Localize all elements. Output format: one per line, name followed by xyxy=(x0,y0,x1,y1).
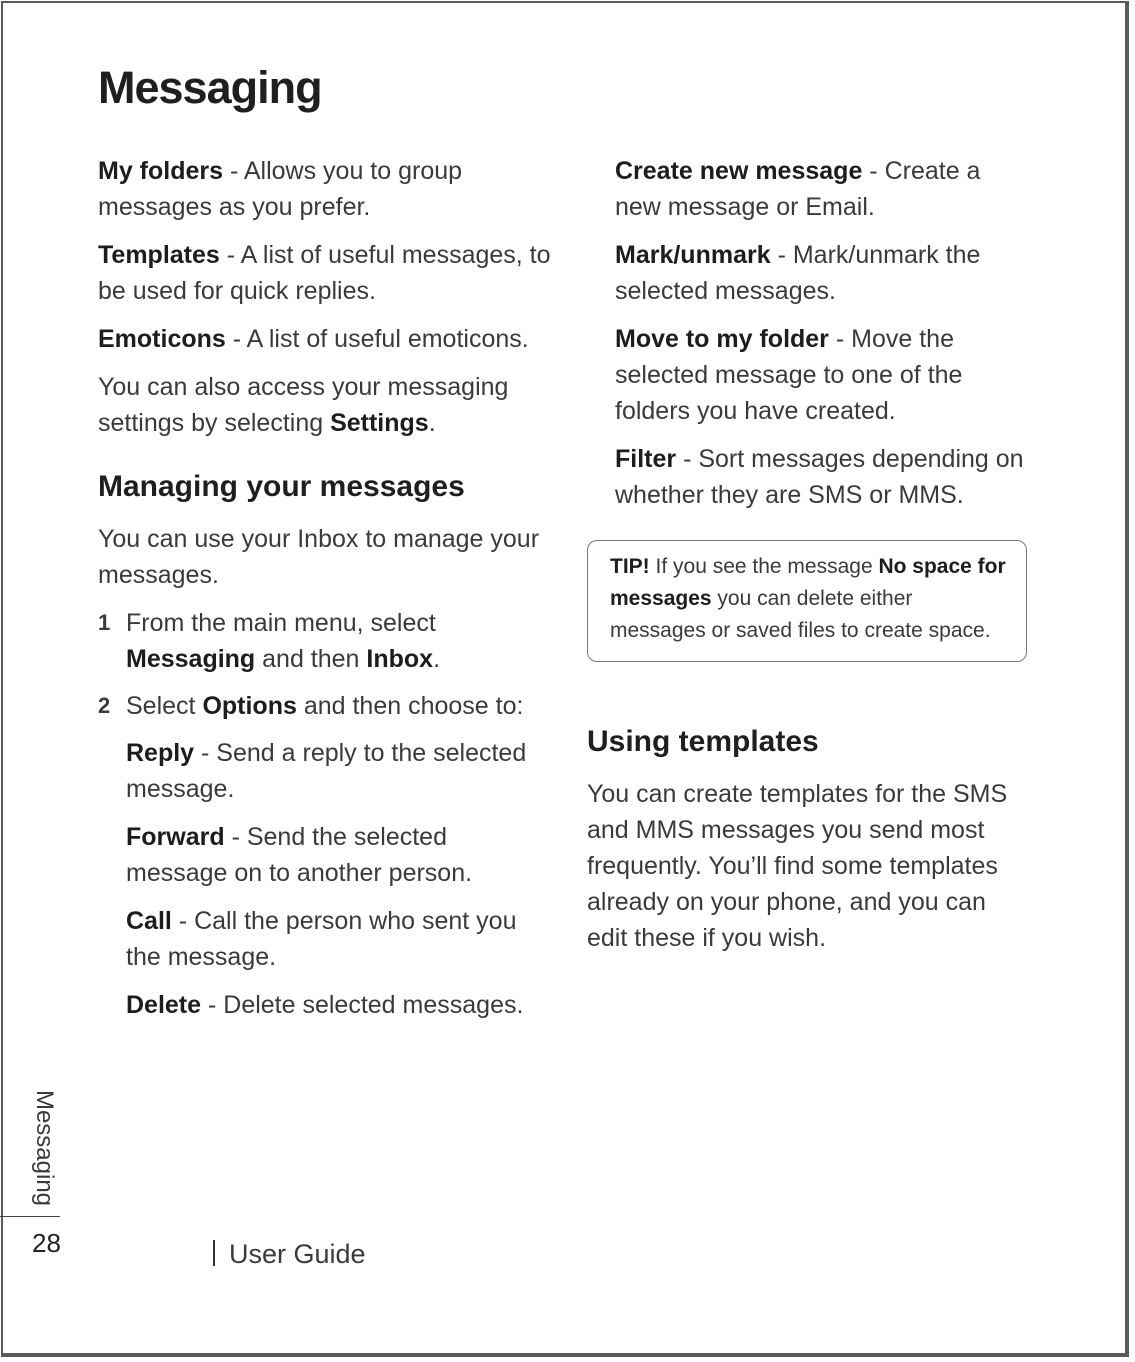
text: From the main menu, select xyxy=(126,609,436,637)
description: - Mark/unmark the selected messages. xyxy=(615,241,981,305)
description: - A list of useful messages, to be used for quick replies. xyxy=(98,241,551,305)
right-column xyxy=(587,153,1027,968)
description: - Create a new message or Email. xyxy=(615,157,981,221)
option-mark-unmark xyxy=(615,237,1027,309)
managing-intro: You can use your Inbox to manage your messages. xyxy=(98,525,540,589)
description: - Send the selected message on to another person. xyxy=(126,823,473,887)
description: - Send a reply to the selected message. xyxy=(126,739,527,803)
option-forward xyxy=(98,819,553,891)
text: Select xyxy=(126,692,203,720)
settings-paragraph xyxy=(98,369,553,441)
term: Call xyxy=(126,907,172,935)
term: Templates xyxy=(98,241,220,269)
tip-term: No space for messages xyxy=(610,555,1006,610)
menu-term: Inbox xyxy=(366,645,434,673)
text: and then choose to: xyxy=(296,692,524,720)
right-options xyxy=(587,153,1027,513)
term: Create new message xyxy=(615,157,863,185)
term: Filter xyxy=(615,445,677,473)
term: Reply xyxy=(126,739,195,767)
description: - Call the person who sent you the message. xyxy=(126,907,517,971)
option-create-new-message xyxy=(615,153,1027,225)
definition-my-folders xyxy=(98,153,553,225)
option-call xyxy=(98,903,553,975)
term: Delete xyxy=(126,991,202,1019)
option-filter xyxy=(615,441,1027,513)
guide-label: User Guide xyxy=(229,1239,366,1269)
description: - Delete selected messages. xyxy=(201,991,524,1019)
term: My folders xyxy=(98,157,224,185)
definition-emoticons xyxy=(98,321,553,357)
term: Move to my folder xyxy=(615,325,829,353)
text: . xyxy=(428,409,436,437)
left-column xyxy=(98,153,553,1035)
text: and then xyxy=(255,645,367,673)
page-title: Messaging xyxy=(98,62,322,113)
option-delete xyxy=(98,987,553,1023)
text: . xyxy=(433,645,441,673)
step-number: 1 xyxy=(98,610,111,635)
footer-guide xyxy=(213,1239,366,1270)
description: - Allows you to group messages as you prefer. xyxy=(98,157,463,221)
menu-term: Options xyxy=(202,692,297,720)
footer-divider xyxy=(213,1240,215,1266)
step-number: 2 xyxy=(98,693,111,718)
page-number: 28 xyxy=(32,1228,61,1258)
term: Mark/unmark xyxy=(615,241,771,269)
term: Emoticons xyxy=(98,325,226,353)
managing-messages-heading: Managing your messages xyxy=(98,470,465,503)
definition-templates xyxy=(98,237,553,309)
option-move-to-folder xyxy=(615,321,1027,429)
text: If you see the message xyxy=(649,555,879,578)
step-1 xyxy=(98,605,553,677)
term: Forward xyxy=(126,823,225,851)
tip-box xyxy=(587,540,1027,662)
side-divider xyxy=(0,1216,60,1217)
menu-term: Messaging xyxy=(126,645,256,673)
step-2 xyxy=(98,688,553,724)
using-templates-heading: Using templates xyxy=(587,725,819,758)
side-section-label xyxy=(14,1090,74,1205)
description: - Move the selected message to one of the folders you have created. xyxy=(615,325,963,425)
tip-label: TIP! xyxy=(610,555,650,578)
using-templates-body: You can create templates for the SMS and MMS messages you send most frequently. You’ll find some templates already on your phone, and you can edit these if you wish. xyxy=(587,780,1008,952)
side-label-text: Messaging xyxy=(31,1089,58,1206)
text: you can delete either messages or saved files to create space. xyxy=(610,587,991,642)
text: You can also access your messaging settings by selecting xyxy=(98,373,509,437)
option-reply xyxy=(98,735,553,807)
description: - A list of useful emoticons. xyxy=(225,325,529,353)
description: - Sort messages depending on whether they are SMS or MMS. xyxy=(615,445,1024,509)
settings-term: Settings xyxy=(330,409,429,437)
